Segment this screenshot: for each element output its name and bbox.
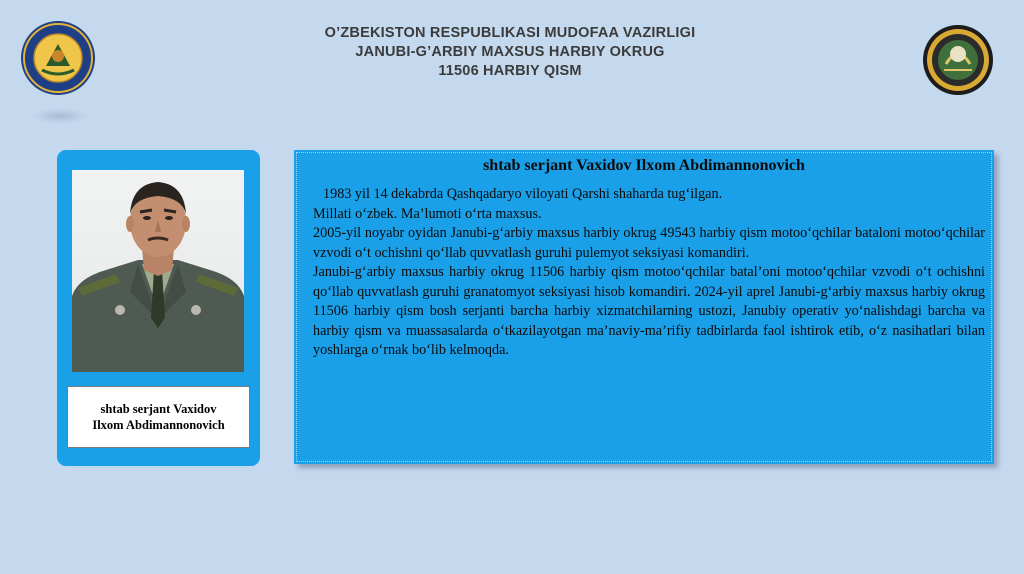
bio-service-2005: 2005-yil noyabr oyidan Janubi-g‘arbiy maxsus harbiy okrug 49543 harbiy qism motoo‘qchilar bataloni motoo‘qchilar vzvodi o‘t ochishni qo‘llab quvvatlash guruhi pulemyot seksiyasi komandiri. bbox=[313, 225, 985, 261]
biography-card bbox=[294, 150, 994, 464]
biography-text bbox=[313, 185, 985, 361]
soldier-portrait-icon bbox=[72, 170, 244, 372]
caption-rank-name: shtab serjant Vaxidov bbox=[100, 402, 217, 416]
biography-title: shtab serjant Vaxidov Ilxom Abdimannonovich bbox=[483, 157, 805, 174]
bio-birth: 1983 yil 14 dekabrda Qashqadaryo viloyati Qarshi shaharda tug‘ilgan. bbox=[323, 186, 723, 202]
bio-nationality: Millati o‘zbek. Ma’lumoti o‘rta maxsus. bbox=[313, 205, 542, 222]
military-unit-emblem-icon bbox=[922, 24, 994, 96]
header-unit: 11506 HARBIY QISM bbox=[438, 63, 582, 79]
caption-full-name: Ilxom Abdimannonovich bbox=[92, 418, 225, 432]
emblem-shadow bbox=[30, 108, 90, 124]
photo-card bbox=[57, 150, 260, 466]
photo-caption bbox=[67, 386, 250, 448]
page-header bbox=[240, 24, 780, 81]
header-district: JANUBI-G’ARBIY MAXSUS HARBIY OKRUG bbox=[355, 44, 665, 60]
bio-current-service: Janubi-g‘arbiy maxsus harbiy okrug 11506 harbiy qism motoo‘qchilar batal’oni motoo‘qchilar vzvodi o‘t ochishni qo‘llab quvvatlash guruhi granatomyot seksiyasi hisob komandiri. 2024-yil aprel Janubi-g‘arbiy maxsus harbiy okrug 11506 harbiy qism bosh serjanti barcha harbiy xizmatchilarning ustozi, Janubiy operativ yo‘nalishdagi barcha va harbiy qism va muassasalarda o‘tkazilayotgan ma’naviy-ma’rifiy tadbirlarda faol ishtirok etib, o‘z nasihatlari bilan yoshlarga o‘rnak bo‘lib kelmoqda. bbox=[313, 264, 985, 358]
ministry-emblem-icon bbox=[20, 20, 96, 96]
portrait-photo bbox=[72, 170, 244, 372]
header-ministry: O’ZBEKISTON RESPUBLIKASI MUDOFAA VAZIRLIGI bbox=[324, 25, 696, 41]
